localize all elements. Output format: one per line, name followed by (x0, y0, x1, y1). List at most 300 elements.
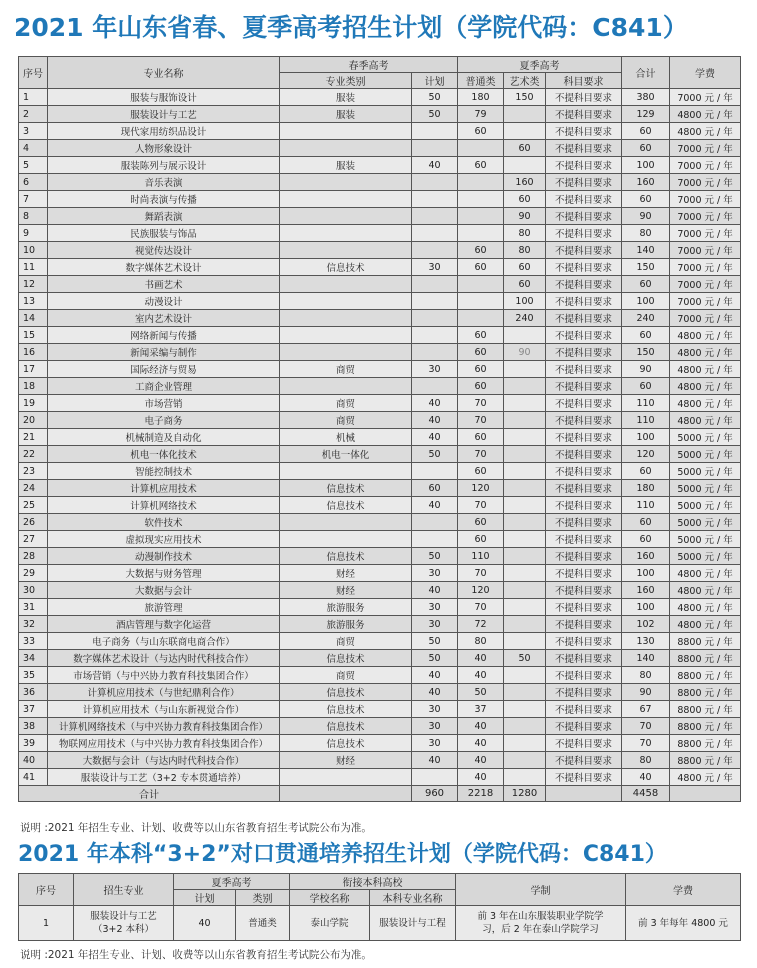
table-row (19, 106, 741, 123)
cell-spring-plan (412, 191, 458, 208)
cell-subject-requirement: 不提科目要求 (546, 395, 622, 412)
cell-category: 机械 (280, 429, 412, 446)
sub-major-line1: 服装设计与工艺 (90, 911, 157, 922)
cell-total: 150 (622, 259, 670, 276)
cell-fee: 5000 元 / 年 (670, 548, 741, 565)
cell-subject-requirement: 不提科目要求 (546, 684, 622, 701)
cell-subject-requirement: 不提科目要求 (546, 378, 622, 395)
cell-general (458, 293, 504, 310)
cell-art (504, 412, 546, 429)
cell-general: 72 (458, 616, 504, 633)
cell-fee: 5000 元 / 年 (670, 514, 741, 531)
cell-major: 物联网应用技术（与中兴协力教育科技集团合作） (48, 735, 280, 752)
cell-total: 240 (622, 310, 670, 327)
cell-no: 15 (19, 327, 48, 344)
cell-category: 信息技术 (280, 259, 412, 276)
table-row (19, 361, 741, 378)
cell-general: 110 (458, 548, 504, 565)
cell-no: 17 (19, 361, 48, 378)
cell-no: 14 (19, 310, 48, 327)
cell-category: 信息技术 (280, 718, 412, 735)
sub-system-line2: 习，后 2 年在泰山学院学习 (482, 924, 599, 935)
cell-general (458, 140, 504, 157)
cell-general: 60 (458, 531, 504, 548)
cell-fee: 4800 元 / 年 (670, 616, 741, 633)
cell-spring-plan: 40 (412, 667, 458, 684)
cell-category (280, 293, 412, 310)
cell-art (504, 599, 546, 616)
cell-subject-requirement: 不提科目要求 (546, 293, 622, 310)
cell-no: 7 (19, 191, 48, 208)
cell-art: 90 (504, 208, 546, 225)
sub-header-category: 类别 (236, 890, 290, 906)
cell-art (504, 769, 546, 786)
cell-fee: 7000 元 / 年 (670, 157, 741, 174)
cell-category: 财经 (280, 582, 412, 599)
sub-header-university: 衔接本科高校 (290, 874, 456, 890)
cell-subject-requirement: 不提科目要求 (546, 514, 622, 531)
cell-art (504, 701, 546, 718)
header-summer-subject: 科目要求 (546, 73, 622, 89)
cell-no: 21 (19, 429, 48, 446)
cell-general: 60 (458, 242, 504, 259)
cell-general: 70 (458, 395, 504, 412)
cell-spring-plan (412, 344, 458, 361)
table-row (19, 667, 741, 684)
cell-fee: 4800 元 / 年 (670, 327, 741, 344)
cell-major: 服装陈列与展示设计 (48, 157, 280, 174)
cell-fee: 7000 元 / 年 (670, 242, 741, 259)
cell-subject-requirement: 不提科目要求 (546, 123, 622, 140)
cell-art: 100 (504, 293, 546, 310)
cell-general: 37 (458, 701, 504, 718)
sub-header-fee: 学费 (626, 874, 741, 906)
cell-spring-plan (412, 327, 458, 344)
cell-no: 22 (19, 446, 48, 463)
cell-art: 60 (504, 276, 546, 293)
cell-general: 70 (458, 446, 504, 463)
cell-spring-plan (412, 242, 458, 259)
cell-no: 19 (19, 395, 48, 412)
cell-fee: 7000 元 / 年 (670, 225, 741, 242)
cell-fee: 5000 元 / 年 (670, 497, 741, 514)
cell-no: 36 (19, 684, 48, 701)
cell-total: 90 (622, 208, 670, 225)
cell-general (458, 310, 504, 327)
cell-subject-requirement: 不提科目要求 (546, 140, 622, 157)
cell-spring-plan: 30 (412, 565, 458, 582)
note-2: 说明 :2021 年招生专业、计划、收费等以山东省教育招生考试院公布为准。 (20, 949, 372, 961)
cell-subject-requirement: 不提科目要求 (546, 242, 622, 259)
cell-fee: 8800 元 / 年 (670, 735, 741, 752)
cell-general (458, 276, 504, 293)
table-row (19, 242, 741, 259)
cell-no: 30 (19, 582, 48, 599)
cell-spring-plan: 40 (412, 429, 458, 446)
cell-major: 服装与服饰设计 (48, 89, 280, 106)
cell-category: 商贸 (280, 412, 412, 429)
table-row (19, 769, 741, 786)
cell-subject-requirement: 不提科目要求 (546, 429, 622, 446)
cell-subject-requirement: 不提科目要求 (546, 344, 622, 361)
cell-general: 40 (458, 752, 504, 769)
cell-total: 180 (622, 480, 670, 497)
totals-subject (546, 786, 622, 802)
cell-art (504, 565, 546, 582)
cell-fee: 4800 元 / 年 (670, 565, 741, 582)
cell-art (504, 361, 546, 378)
cell-art (504, 106, 546, 123)
cell-general: 40 (458, 667, 504, 684)
sub-header-system: 学制 (456, 874, 626, 906)
cell-category (280, 310, 412, 327)
cell-fee: 7000 元 / 年 (670, 293, 741, 310)
cell-spring-plan: 50 (412, 548, 458, 565)
cell-total: 70 (622, 718, 670, 735)
cell-art (504, 548, 546, 565)
table-row (19, 514, 741, 531)
cell-total: 160 (622, 174, 670, 191)
cell-general: 60 (458, 378, 504, 395)
cell-general: 50 (458, 684, 504, 701)
cell-category: 服装 (280, 157, 412, 174)
cell-category (280, 344, 412, 361)
table-row (19, 684, 741, 701)
cell-major: 网络新闻与传播 (48, 327, 280, 344)
cell-art (504, 616, 546, 633)
sub-cell-plan: 40 (174, 906, 236, 941)
table-row (19, 650, 741, 667)
cell-general (458, 225, 504, 242)
cell-major: 计算机应用技术（与世纪鼎利合作） (48, 684, 280, 701)
sub-system-line1: 前 3 年在山东服装职业学院学 (477, 911, 604, 922)
cell-no: 37 (19, 701, 48, 718)
totals-row (19, 786, 741, 802)
cell-total: 129 (622, 106, 670, 123)
cell-subject-requirement: 不提科目要求 (546, 650, 622, 667)
table-row (19, 701, 741, 718)
cell-spring-plan: 50 (412, 650, 458, 667)
cell-total: 60 (622, 531, 670, 548)
cell-major: 软件技术 (48, 514, 280, 531)
cell-spring-plan: 50 (412, 89, 458, 106)
sub-cell-category: 普通类 (236, 906, 290, 941)
cell-fee: 7000 元 / 年 (670, 259, 741, 276)
cell-category: 信息技术 (280, 650, 412, 667)
sub-table-row (19, 906, 741, 941)
cell-major: 现代家用纺织品设计 (48, 123, 280, 140)
cell-art (504, 429, 546, 446)
cell-art: 50 (504, 650, 546, 667)
cell-art: 80 (504, 225, 546, 242)
table-row (19, 412, 741, 429)
cell-general: 60 (458, 344, 504, 361)
cell-no: 31 (19, 599, 48, 616)
table-row (19, 123, 741, 140)
cell-no: 20 (19, 412, 48, 429)
cell-major: 大数据与会计 (48, 582, 280, 599)
cell-spring-plan: 40 (412, 395, 458, 412)
cell-total: 80 (622, 752, 670, 769)
cell-fee: 8800 元 / 年 (670, 718, 741, 735)
cell-subject-requirement: 不提科目要求 (546, 276, 622, 293)
table-row (19, 140, 741, 157)
cell-major: 电子商务（与山东联商电商合作） (48, 633, 280, 650)
cell-major: 市场营销（与中兴协力教育科技集团合作） (48, 667, 280, 684)
totals-art: 1280 (504, 786, 546, 802)
cell-major: 机械制造及自动化 (48, 429, 280, 446)
cell-general: 40 (458, 718, 504, 735)
cell-spring-plan: 40 (412, 582, 458, 599)
cell-major: 机电一体化技术 (48, 446, 280, 463)
cell-fee: 7000 元 / 年 (670, 208, 741, 225)
totals-general: 2218 (458, 786, 504, 802)
cell-spring-plan (412, 769, 458, 786)
cell-subject-requirement: 不提科目要求 (546, 89, 622, 106)
totals-plan: 960 (412, 786, 458, 802)
cell-spring-plan: 30 (412, 718, 458, 735)
sub-cell-major (74, 906, 174, 941)
cell-total: 60 (622, 276, 670, 293)
cell-total: 60 (622, 191, 670, 208)
cell-general: 60 (458, 463, 504, 480)
cell-general: 79 (458, 106, 504, 123)
cell-general: 40 (458, 735, 504, 752)
cell-category: 信息技术 (280, 735, 412, 752)
cell-fee: 8800 元 / 年 (670, 752, 741, 769)
table-row (19, 548, 741, 565)
cell-no: 2 (19, 106, 48, 123)
cell-no: 12 (19, 276, 48, 293)
cell-major: 大数据与财务管理 (48, 565, 280, 582)
cell-category: 服装 (280, 89, 412, 106)
cell-no: 5 (19, 157, 48, 174)
cell-category: 信息技术 (280, 684, 412, 701)
sub-cell-no: 1 (19, 906, 74, 941)
cell-no: 29 (19, 565, 48, 582)
cell-no: 4 (19, 140, 48, 157)
cell-category: 旅游服务 (280, 616, 412, 633)
cell-major: 民族服装与饰品 (48, 225, 280, 242)
header-summer-art: 艺术类 (504, 73, 546, 89)
sub-header-major: 招生专业 (74, 874, 174, 906)
cell-major: 动漫设计 (48, 293, 280, 310)
cell-fee: 7000 元 / 年 (670, 276, 741, 293)
cell-category (280, 225, 412, 242)
table-row (19, 718, 741, 735)
cell-category (280, 174, 412, 191)
cell-fee: 5000 元 / 年 (670, 463, 741, 480)
cell-art (504, 633, 546, 650)
cell-subject-requirement: 不提科目要求 (546, 174, 622, 191)
cell-no: 33 (19, 633, 48, 650)
cell-major: 时尚表演与传播 (48, 191, 280, 208)
sub-cell-system (456, 906, 626, 941)
cell-subject-requirement: 不提科目要求 (546, 769, 622, 786)
cell-category: 旅游服务 (280, 599, 412, 616)
sub-header-no: 序号 (19, 874, 74, 906)
cell-total: 110 (622, 412, 670, 429)
cell-fee: 4800 元 / 年 (670, 123, 741, 140)
cell-general: 60 (458, 361, 504, 378)
cell-category: 信息技术 (280, 480, 412, 497)
totals-fee (670, 786, 741, 802)
cell-subject-requirement: 不提科目要求 (546, 531, 622, 548)
cell-category (280, 769, 412, 786)
cell-spring-plan (412, 463, 458, 480)
totals-category (280, 786, 412, 802)
page-title: 2021 年山东省春、夏季高考招生计划（学院代码：C841） (14, 13, 688, 42)
cell-subject-requirement: 不提科目要求 (546, 208, 622, 225)
cell-fee: 8800 元 / 年 (670, 650, 741, 667)
cell-category (280, 208, 412, 225)
cell-total: 380 (622, 89, 670, 106)
cell-total: 110 (622, 395, 670, 412)
table-row (19, 752, 741, 769)
header-total: 合计 (622, 57, 670, 89)
header-spring-category: 专业类别 (280, 73, 412, 89)
cell-fee: 4800 元 / 年 (670, 361, 741, 378)
cell-subject-requirement: 不提科目要求 (546, 446, 622, 463)
cell-category (280, 242, 412, 259)
cell-no: 11 (19, 259, 48, 276)
cell-general: 120 (458, 582, 504, 599)
table-row (19, 208, 741, 225)
cell-category: 财经 (280, 565, 412, 582)
cell-spring-plan (412, 514, 458, 531)
cell-art: 60 (504, 259, 546, 276)
cell-spring-plan (412, 293, 458, 310)
cell-art: 80 (504, 242, 546, 259)
cell-spring-plan: 50 (412, 633, 458, 650)
cell-spring-plan: 50 (412, 446, 458, 463)
cell-total: 110 (622, 497, 670, 514)
cell-fee: 7000 元 / 年 (670, 174, 741, 191)
table-row (19, 293, 741, 310)
cell-art (504, 327, 546, 344)
cell-no: 6 (19, 174, 48, 191)
cell-subject-requirement: 不提科目要求 (546, 701, 622, 718)
cell-general: 40 (458, 769, 504, 786)
cell-subject-requirement: 不提科目要求 (546, 735, 622, 752)
cell-fee: 4800 元 / 年 (670, 395, 741, 412)
header-major: 专业名称 (48, 57, 280, 89)
cell-general: 70 (458, 565, 504, 582)
cell-fee: 7000 元 / 年 (670, 89, 741, 106)
cell-major: 大数据与会计（与达内时代科技合作） (48, 752, 280, 769)
cell-total: 60 (622, 123, 670, 140)
cell-total: 60 (622, 140, 670, 157)
cell-general: 60 (458, 259, 504, 276)
cell-fee: 8800 元 / 年 (670, 667, 741, 684)
note-1: 说明 :2021 年招生专业、计划、收费等以山东省教育招生考试院公布为准。 (20, 822, 372, 834)
cell-category (280, 327, 412, 344)
cell-art (504, 684, 546, 701)
cell-subject-requirement: 不提科目要求 (546, 548, 622, 565)
cell-art: 90 (504, 344, 546, 361)
cell-total: 60 (622, 327, 670, 344)
cell-general: 70 (458, 412, 504, 429)
cell-art (504, 123, 546, 140)
cell-art: 60 (504, 140, 546, 157)
cell-total: 160 (622, 582, 670, 599)
table-row (19, 89, 741, 106)
cell-total: 102 (622, 616, 670, 633)
cell-spring-plan (412, 225, 458, 242)
cell-art: 240 (504, 310, 546, 327)
cell-major: 舞蹈表演 (48, 208, 280, 225)
cell-spring-plan: 30 (412, 735, 458, 752)
cell-total: 100 (622, 293, 670, 310)
cell-category (280, 378, 412, 395)
cell-fee: 5000 元 / 年 (670, 480, 741, 497)
sub-cell-school: 泰山学院 (290, 906, 370, 941)
cell-spring-plan: 50 (412, 106, 458, 123)
cell-category (280, 123, 412, 140)
articulation-plan-table (18, 873, 741, 941)
cell-art (504, 463, 546, 480)
table-row (19, 565, 741, 582)
cell-fee: 8800 元 / 年 (670, 633, 741, 650)
cell-art: 160 (504, 174, 546, 191)
cell-major: 服装设计与工艺（3+2 专本贯通培养） (48, 769, 280, 786)
table-row (19, 633, 741, 650)
table-row (19, 378, 741, 395)
cell-general (458, 208, 504, 225)
cell-no: 38 (19, 718, 48, 735)
cell-total: 130 (622, 633, 670, 650)
cell-no: 25 (19, 497, 48, 514)
cell-total: 60 (622, 514, 670, 531)
header-no: 序号 (19, 57, 48, 89)
cell-spring-plan (412, 174, 458, 191)
cell-art: 60 (504, 191, 546, 208)
cell-no: 40 (19, 752, 48, 769)
cell-general (458, 191, 504, 208)
cell-spring-plan: 30 (412, 701, 458, 718)
totals-label: 合计 (19, 786, 280, 802)
cell-fee: 7000 元 / 年 (670, 191, 741, 208)
cell-fee: 7000 元 / 年 (670, 310, 741, 327)
cell-fee: 4800 元 / 年 (670, 106, 741, 123)
cell-art (504, 735, 546, 752)
cell-fee: 8800 元 / 年 (670, 701, 741, 718)
cell-major: 新闻采编与制作 (48, 344, 280, 361)
cell-no: 23 (19, 463, 48, 480)
cell-major: 计算机网络技术（与中兴协力教育科技集团合作） (48, 718, 280, 735)
cell-major: 音乐表演 (48, 174, 280, 191)
cell-subject-requirement: 不提科目要求 (546, 565, 622, 582)
cell-general (458, 174, 504, 191)
cell-category (280, 191, 412, 208)
cell-spring-plan: 40 (412, 752, 458, 769)
cell-art (504, 446, 546, 463)
cell-category (280, 276, 412, 293)
cell-subject-requirement: 不提科目要求 (546, 225, 622, 242)
cell-major: 计算机应用技术（与山东新视觉合作） (48, 701, 280, 718)
cell-major: 虚拟现实应用技术 (48, 531, 280, 548)
cell-general: 70 (458, 497, 504, 514)
totals-total: 4458 (622, 786, 670, 802)
table-row (19, 735, 741, 752)
cell-category: 服装 (280, 106, 412, 123)
cell-no: 28 (19, 548, 48, 565)
cell-total: 140 (622, 242, 670, 259)
cell-major: 市场营销 (48, 395, 280, 412)
header-spring: 春季高考 (280, 57, 458, 73)
table-row (19, 480, 741, 497)
table-row (19, 582, 741, 599)
